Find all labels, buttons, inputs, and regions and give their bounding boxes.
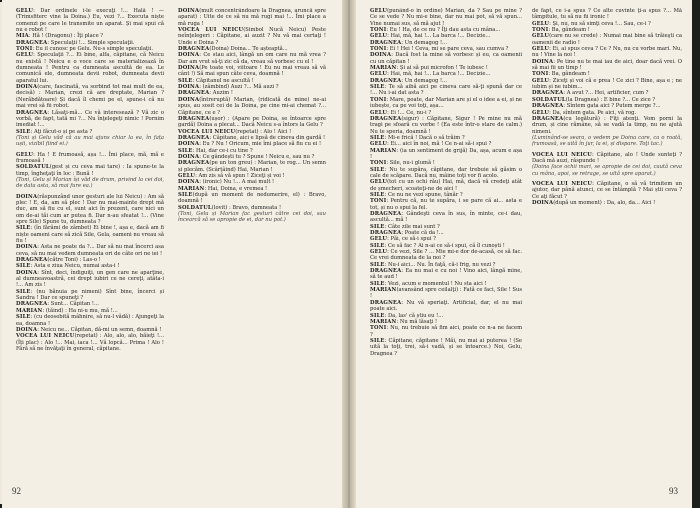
speaker-name: TONI — [16, 46, 33, 53]
line-text: : Te să aibă aici pe cineva care să-ţi spună dar ce !... Nu i-ai dat asta ? — [370, 84, 522, 97]
dialogue-line — [16, 8, 164, 33]
speaker-name: DOINA — [16, 244, 38, 251]
line-text: (care nu se crede) : Numai mai bine să trăieşti ca oamenii de radio ! — [532, 33, 682, 46]
line-text: : Ei !... Ce, nu-i ? — [387, 109, 432, 116]
line-text: : Sînt, deci, îndiguiţi, un gen care ne aparţine, al dumneavoastră, cei drept iubiri ce ne cereţi, atâta-i !... Am zis ! — [16, 269, 164, 289]
line-text: : Ha ! E frumoasă, așa !... Îmi place, mă, mă e frumoasă ! — [16, 151, 164, 164]
speaker-name: SILE — [178, 191, 193, 198]
dialogue-line — [16, 333, 164, 352]
speaker-name: DRAGNEA — [370, 268, 402, 275]
line-text: : Neicu ne... Căpitan, dă-mi un semn, doamnă ! — [37, 326, 162, 333]
line-text: (Luminând-se seara, o vedem pe Doina care, ca o roată, frumoasă, se uită în jur, la ei, și dispare. Toţi tac.) — [532, 134, 682, 148]
line-text: (pe un ton greu) : Marian, te rog... Un semn și plecăm. (Scârțâind) Hai, Marian ! — [178, 160, 326, 173]
line-text: : Ce nu ne vezi spune, tânăr ? — [384, 191, 463, 198]
speaker-name: DOINA — [16, 269, 38, 276]
right-column-2 — [532, 8, 682, 476]
line-text: (mult concentrândoare la Dragnea, aruncă spre aparat) : Uite de ce să nu mă rugi mai !... Îmi place a mă ruga ! — [178, 8, 326, 27]
speaker-name: GELU — [370, 8, 388, 14]
speaker-name: DRAGNEA — [370, 115, 402, 122]
dialogue-line — [16, 244, 164, 257]
speaker-name: DRAGNEA — [532, 115, 564, 122]
speaker-name: SILE — [16, 314, 31, 321]
speaker-name: DOINA — [16, 326, 38, 333]
dialogue-line — [370, 249, 522, 262]
dialogue-line — [178, 52, 326, 65]
speaker-name: DRAGNEA — [16, 109, 48, 116]
line-text: : Nu-i aici... Nu. În faţă, că-i frig, nu vezi ? — [384, 261, 496, 268]
speaker-name: DRAGNEA — [370, 39, 402, 46]
speaker-name: GELU — [370, 141, 388, 148]
dialogue-line — [370, 287, 522, 300]
speaker-name: SILE — [370, 191, 385, 198]
speaker-name: DRAGNEA — [532, 90, 564, 97]
left-page — [2, 0, 342, 508]
speaker-name: TONI — [370, 27, 387, 34]
dialogue-line — [16, 52, 164, 84]
line-text: (Toni, Gelu și Marian fac gesturi către cei doi, sau încearcă să se apropie de ei, dar nu pot.) — [178, 211, 326, 224]
speaker-name: SILE — [178, 77, 193, 84]
line-text: : Căpitanul ne ascultă ! — [192, 77, 254, 84]
line-text: : Nu te supăra, căpitane, dar trebuie să găsim o cale de scăpare. Dacă nu, mâine toţi vor fi acolo. — [370, 166, 522, 179]
dialogue-line — [16, 289, 164, 302]
speaker-name: GELU — [178, 172, 196, 179]
speaker-name: DOINA — [178, 179, 200, 186]
line-text: : Aţi făcut-o și pe asta ? — [30, 128, 93, 135]
speaker-name: SILE — [16, 288, 31, 295]
line-text: (răspunzând unor gesturi ale lui Neicu) : Am să plec ! E, da, am să plec ! Dar nu mai-mainte drept mă duc, am să fiu cu el, sunt aici în prezent, care nici un om de-ai tăi cum ar putea fi. Dar n-au sfeatat !... (Vine spre Sile) Spune tu, dumneata ? — [16, 193, 164, 225]
line-text: (repetat) : Alo, alo, alo, băieţi !... (Îți plac) : Alo !... Mai, iaca !... Vă lopcă... Prima ! Alo ! Fără să ne învăţaţi în general, căpitane. — [16, 333, 164, 352]
dialogue-line — [370, 198, 522, 211]
stage-direction — [16, 135, 164, 148]
line-text: : Poate că da !... — [401, 230, 444, 237]
speaker-name: DRAGNEA — [16, 301, 48, 308]
line-text: (ușor) : (Apare pe Doina, se întoarce spre gardă) Doina a plecat... Dacă Neicu s-a întors la Gelu ? — [178, 115, 326, 129]
speaker-name: DRAGNEA — [370, 230, 402, 237]
line-text: : Eu ? Nu ! Oricum, mie îmi place să fiu cu ei ! — [199, 141, 322, 148]
line-text: : Pentru că, nu te supăra, i se pare că ai... asta e tot, și nu o spui la fel. — [370, 198, 522, 211]
dialogue-line — [532, 116, 682, 135]
speaker-name: SILE — [16, 263, 31, 270]
dialogue-line — [178, 192, 326, 205]
line-text: (întreruptă) Marian, (ridicată de mine) ne-ai spus, au sosit cei de la Doina, pe cine mi-ai chemat ?... Căpitane, ce e ? — [178, 96, 326, 116]
dialogue-line — [370, 8, 522, 27]
speaker-name: VOCEA LUI NEICU — [16, 333, 75, 340]
line-text: : Căpitane, căpitane ! Măi, nu mai ai puterea ! (Se uită la toţi, trei, să-i vadă, și se întoarce.) Noi, Gelu, Dragnea ? — [370, 337, 522, 357]
dialogue-line — [370, 97, 522, 110]
speaker-name: GELU — [532, 33, 550, 40]
line-text: : Dar ordinele i-le execuţi !... Hală ! — (Trimsfiterc vine la Doina.) Eu, vezi ?... Executa niște comenzi pe care le transmite un aparat. Și mai spui că nu e robot ! — [16, 8, 164, 34]
line-text: : Ba, gândeam ! — [548, 27, 590, 34]
speaker-name: SILE — [178, 147, 193, 154]
speaker-name: DRAGNEA — [370, 211, 402, 217]
dialogue-line — [16, 152, 164, 165]
dialogue-line — [370, 268, 522, 281]
speaker-name: SILE — [370, 242, 385, 249]
line-text: : Sile, nu-i glumă ! — [386, 160, 435, 167]
speaker-name: DOINA — [178, 153, 200, 160]
line-text: (Pe toate voi, viitoare ! Eu nu mai vreau să vă cânt !) Să mai spun câte ceva, doamnă ! — [178, 65, 326, 78]
dialogue-line — [178, 8, 326, 27]
line-text: : Ei, ai spus ceva ? Ce ? Nu, nu cu vorbe mari. Nu, nu ! Vine la noi ! — [532, 46, 682, 59]
dialogue-line — [370, 84, 522, 97]
line-text: : Și ai să pui microfon ! Te iubesc ! — [396, 65, 488, 72]
line-text: : Căpitane, o să vă trimitem un ajutor, dar până atunci, ce se întâmplă ? Mai știi ceva ? Ce aţi făcut ? — [532, 180, 682, 200]
speaker-name: DOINA — [370, 52, 392, 59]
dialogue-line — [16, 84, 164, 109]
line-text: : Ei... aici în noi, mă ! Ce n-ai să-i spui ? — [387, 141, 492, 148]
speaker-name: DRAGNEA — [370, 299, 402, 306]
line-text: de fapt, ce i-a spus ? Ce alte cuvinte ţi-a spus ?... Mă tâmpitule, tu să nu fii ironic ! — [532, 8, 682, 21]
line-text: (după un moment) : Da, alo, da... Aici ! — [553, 199, 656, 206]
speaker-name: DRAGNEA — [178, 115, 210, 122]
line-text: : A avut ?... Hei, artificier, cum ? — [563, 90, 649, 97]
dialogue-line — [370, 338, 522, 357]
speaker-name: SILE — [370, 280, 385, 287]
dialogue-line — [532, 181, 682, 200]
dialogue-line — [16, 270, 164, 289]
line-text: : (zâmbind) Auzi ?... Mă auzi ? — [199, 84, 279, 91]
line-text: (cu legătură) : Fiţi atenţi. Vom porni la drum, și cine rămâne, să se vadă la timp, nu ne ajută nimeni. — [532, 115, 682, 135]
speaker-name: GELU — [370, 236, 388, 243]
speaker-name: SILE — [16, 128, 31, 135]
speaker-name: GELU — [370, 71, 388, 78]
line-text: : Ei ! Hei ! Ceva, mi se pare ceva, sau cumva ? — [386, 46, 509, 53]
speaker-name: GELU — [16, 52, 34, 59]
dialogue-line — [178, 116, 326, 129]
line-text: : Căpitane, alo ! Unde sunteţi ? Dacă mă auzi, răspunde ! — [532, 151, 682, 164]
speaker-name: SILE — [370, 166, 385, 173]
speaker-name: DOINA — [16, 84, 38, 91]
speaker-name: DRAGNEA — [16, 39, 48, 46]
speaker-name: SOLDATUL — [16, 164, 50, 171]
line-text: (Doina) Doina... Te așteaptă... — [209, 46, 288, 53]
speaker-name: TONI — [532, 27, 549, 34]
line-text: : Asta e ziua Neicu, numai asta-i ! — [30, 263, 120, 270]
right-edge — [692, 0, 700, 508]
stage-direction — [178, 211, 326, 224]
line-text: : Sunt... Căpitan !... — [47, 301, 99, 308]
line-text: (avansând spre ceilalţi) : Fată ce faci, Sile ! Sus ! — [370, 287, 522, 300]
dialogue-line — [532, 8, 682, 21]
speaker-name: SILE — [16, 225, 31, 232]
book-gutter — [342, 0, 356, 508]
dialogue-line — [16, 314, 164, 327]
line-text: : Ce vezi, Sile ? ... Mie mi-e dor de-acasă, ce să fac. Ce vrei dumneata de la noi ? — [370, 249, 522, 262]
speaker-name: DRAGNEA — [532, 103, 564, 110]
line-text: : Speculaţii ?... Ei bine, alfa, căpitane, că Neicu nu există ! Neicu e o voce care se materializează în dumneata ! Pentru ca dumneata ascultă de ea. Le comunică ele, dumneata devii robot, dumneata devii aparatul lui. — [16, 52, 164, 84]
line-text: (către Toni) : Las-o ! — [47, 257, 101, 264]
dialogue-line — [16, 194, 164, 226]
speaker-name: TONI — [370, 96, 387, 103]
speaker-name: MARIAN — [370, 147, 397, 154]
line-text: (sigur) : Căpitane, Sigur ! Pe mine nu mă tragi pe sfoară cu vorbe ! (Ea este într-o stare de calm.) Nu te speria, doamnă ! — [370, 115, 522, 135]
dialogue-line — [370, 116, 522, 135]
line-text: : (cu deosebită mâhnire, să nu-l vădă) : Ajungeţi la ea, doamna ! — [16, 314, 164, 327]
right-page — [356, 0, 692, 508]
line-text: (lovit) : Bravo, dumneata ! — [211, 204, 282, 211]
line-text: (tot cu un ochi rău) Hai, mă, dacă vă credeţi atât de șmecheri, scoateţi-ne de aici ! — [370, 179, 522, 192]
line-text: : Sîntem gata aici ? Putem merge ?... — [563, 103, 661, 110]
line-text: : Lăsaţi-mă... Ce vă interesează ? Vă zic o vorbă, de fapt, tată mi ?... Nu înţelegeţi nimic ! Pornim imediat !... — [16, 109, 164, 129]
line-text: : (ironic) Nu !... A mai mult ! — [199, 179, 275, 186]
speaker-name: SOLDATUL — [532, 96, 566, 103]
line-text: : Hai, mă, hai !... La barca !... Decizie... — [387, 71, 491, 78]
speaker-name: VOCEA LUI NEICU — [178, 128, 236, 135]
line-text: : Pe tine nu te mai iau de aici, doar dacă vrei. O să mai fii un timp ! — [532, 58, 682, 72]
speaker-name: GELU — [532, 46, 550, 53]
page-number-right: 93 — [669, 486, 678, 496]
dialogue-line — [532, 33, 682, 46]
dialogue-line — [370, 300, 522, 313]
speaker-name: TONI — [370, 46, 387, 53]
line-text: : Am zis să vă spun ! Ziceţi și voi ! — [195, 172, 285, 179]
dialogue-line — [370, 211, 522, 224]
speaker-name: GELU — [370, 249, 388, 256]
line-text: : Mare, poate, dar Marian are și el o idee a ei, și ne iubește, ca pe voi toţi, așa... — [370, 96, 522, 110]
line-text: : Hă ! (Dragonu) : Îţi place ? — [28, 33, 104, 40]
speaker-name: VOCEA LUI NEICU — [178, 27, 244, 34]
stage-direction — [532, 164, 682, 177]
line-text: : Da, sîntem gata. Pe aici, vă rog. — [549, 109, 637, 116]
line-text: (care, fascinată, va sorbind tot mai mult de ea, decisă) : Marian, crezi că are dreptate, Marian ? (Nerăbdătoare) Și dacă îl chemi pe el, spune-i că nu mai vrei să fii robot. — [16, 84, 164, 110]
speaker-name: GELU — [16, 151, 34, 158]
dialogue-line — [370, 325, 522, 338]
line-text: : Hai, mă, hai !... La barca !... Decizie... — [387, 33, 491, 40]
line-text: (Doina face ochii mari, se apropie de cei doi, caută ceva cu mâna, apoi, se retrage, se uită spre aparat.) — [532, 164, 682, 177]
line-text: : Gândeşti ceva în sus, în minte, ce-i dau, ascultă... mă ! — [370, 211, 522, 224]
speaker-name: DRAGNEA — [178, 46, 210, 53]
speaker-name: SOLDATUL — [178, 204, 212, 211]
speaker-name: DOINA — [178, 8, 200, 14]
line-text: : Ce să fac ? Ai n-ai ce să-i spui, că îl cunoști ! — [384, 242, 505, 249]
dialogue-line — [532, 78, 682, 91]
speaker-name: DOINA — [178, 84, 200, 91]
line-text: (Toni, Gelu și Marian își văd de drum, privind la cei doi, de data asta, să mai fure ea.) — [16, 176, 164, 190]
line-text: : Ce gândești tu ? Spune ! Neicu e, sau nu ? — [199, 153, 315, 160]
line-text: : Ea nu mai e cu noi ! Vino aici, lângă mine, să te aud ! — [370, 268, 522, 281]
speaker-name: MIA — [16, 33, 29, 40]
speaker-name: DOINA — [178, 141, 200, 148]
line-text: : Speculaţii !... Simple speculaţii. — [47, 39, 135, 46]
line-text: : Ce stau aici, lângă un om care nu mă vrea ? Dar am vrut să-ţi zic că da, vreau să vorbesc cu el ! — [178, 52, 326, 65]
line-text: : Dacă fost la mine să vorbesc și eu, ca oamenii cu un căpitan ! — [370, 52, 522, 65]
line-text: (Toni și Gelu văd că au mai ajuns chiar la ea, în fața ușii, vizibil fiind ei.) — [16, 134, 164, 148]
left-column-1 — [16, 8, 164, 476]
speaker-name: DOINA — [532, 58, 554, 65]
dialogue-line — [370, 179, 522, 192]
speaker-name: TONI — [370, 198, 387, 205]
speaker-name: SILE — [370, 312, 385, 319]
line-text: : Asta ne poate da ?... Dar să nu mai încerci asa ceva, să nu mai vedem dumneata ori de câte ori ne iei ! — [16, 244, 164, 257]
speaker-name: MARIAN — [370, 318, 397, 325]
line-text: : Da, las' că știu eu !... — [384, 312, 444, 319]
line-text: : (ia un sentiment de grijă) Da, așa, acum e așa ! — [370, 147, 522, 160]
speaker-name: VOCEA LUI NEICU — [532, 180, 593, 187]
line-text: (la Dragnea) : E bine ?... Ce zice ? — [565, 96, 656, 103]
line-text: : Câte zile mai sunt ? — [384, 223, 440, 230]
speaker-name: TONI — [370, 160, 387, 167]
paragraph-gap — [178, 224, 326, 228]
dialogue-line — [532, 200, 682, 206]
speaker-name: SILE — [370, 223, 385, 230]
speaker-name: VOCEA LUI NEICU — [532, 151, 592, 158]
dialogue-line — [178, 65, 326, 78]
dialogue-line — [370, 167, 522, 180]
line-text: (punând-o în ordine) Marian, da ? Sau pe mine ? Ce se vede ? Nu mi-e bine, dar nu mai pot, să vă spun... Vine numai sus, să mă ajut ! — [370, 8, 522, 27]
line-text: (după un moment de nedumerire, el) : Bravo, doamnă ! — [178, 191, 326, 205]
speaker-name: DRAGNEA — [16, 257, 48, 264]
left-column-2 — [178, 8, 326, 476]
speaker-name: TONI — [532, 71, 549, 78]
speaker-name: MARIAN — [370, 287, 397, 294]
line-text: (Simbol Nucă Neicu) Peste neînţelegeri : Căpitane, ai auzit ? Nu vă mai certaţi ! Unde e Doina ? — [178, 27, 326, 46]
speaker-name: DOINA — [178, 96, 200, 103]
speaker-name: GELU — [532, 20, 550, 27]
dialogue-line — [178, 27, 326, 46]
speaker-name: DOINA — [16, 193, 38, 200]
line-text: : Auzim ! — [209, 90, 233, 97]
speaker-name: DRAGNEA — [370, 77, 402, 84]
page-number-left: 92 — [12, 486, 21, 496]
speaker-name: DRAGNEA — [178, 134, 210, 141]
line-text: : Hai, Doina, e vremea ! — [204, 185, 268, 192]
line-text: (repetat) : Alo ! Aici ! — [235, 128, 292, 135]
speaker-name: DRAGNEA — [178, 90, 210, 97]
line-text: : Eu ! Ha, de ce nu ? Îţi dau asta cu mâna... — [386, 27, 501, 34]
line-text: (gest și cu ceva mai tare) : Ia spune-te la timp, îngheţaţi în loc : Bună ! — [16, 164, 164, 177]
speaker-name: GELU — [16, 8, 34, 14]
line-text: : (nu bănuia pe nimeni) Sînt bine, încerci și Sandra ! Dar ce spuneţi ? — [16, 288, 164, 302]
speaker-name: DOINA — [178, 65, 200, 72]
speaker-name: GELU — [532, 109, 550, 116]
line-text: : Căpitane, aici e lipsă de cineva din gardă ! — [209, 134, 326, 141]
line-text: : (în fărâmi de zâmbet) Ei bine !, așa e, dacă am fi niște oameni care să zică Sile, Gela, oameni nu vreau să fiu ! — [16, 225, 164, 245]
line-text: : Mi-e frică ! Dacă o să trăim ? — [384, 134, 465, 141]
speaker-name: GELU — [370, 33, 388, 40]
right-column-1 — [370, 8, 522, 476]
line-text: : Ba, gândeam ! — [548, 71, 590, 78]
speaker-name: SILE — [370, 84, 385, 91]
dialogue-line — [178, 97, 326, 116]
line-text: : Ziceţi și voi că e prea ! Ce zici ? Bine, așa e ; ne iubim și ne iubim... — [532, 77, 682, 91]
dialogue-line — [370, 52, 522, 65]
line-text: : Hai, dar ce-i cu tine ? — [192, 147, 253, 154]
line-text: : Nu vă speriaţi. Artificial, dar, el nu mai poate aici. — [370, 299, 522, 313]
stage-direction — [532, 135, 682, 148]
speaker-name: DRAGNEA — [178, 160, 210, 167]
speaker-name: SILE — [370, 134, 385, 141]
speaker-name: MARIAN — [178, 185, 205, 192]
dialogue-line — [532, 152, 682, 165]
dialogue-line — [532, 46, 682, 59]
speaker-name: GELU — [370, 179, 388, 186]
speaker-name: SILE — [370, 261, 385, 268]
speaker-name: TONI — [370, 325, 387, 332]
dialogue-line — [16, 225, 164, 244]
speaker-name: MARIAN — [16, 307, 43, 314]
line-text: : Păi, ce să-i spui ? — [387, 236, 436, 243]
dialogue-line — [16, 110, 164, 129]
dialogue-line — [16, 164, 164, 177]
dialogue-line — [178, 160, 326, 173]
line-text: : Un demagog !... — [401, 77, 447, 84]
line-text: : Eu il cunosc pe Gelu. Nu-s simple speculaţii. — [32, 46, 153, 53]
line-text: : Și, nu, nu să simţi ceva !... Sau, ce-i ? — [549, 20, 651, 27]
speaker-name: MARIAN — [370, 65, 397, 72]
line-text: : Vezi, acum e momentul ! Nu sta aici ! — [384, 280, 487, 287]
line-text: : Nu mă lăsaţi ! — [396, 318, 438, 325]
line-text: : Nu, nu trebuie să fim aici, poate ce n-a ne facem ? — [370, 325, 522, 338]
line-text: : (tăind) : Ha ni-u mu, mă !... — [42, 307, 118, 314]
speaker-name: DOINA — [178, 52, 200, 59]
line-text: : Un demagog !... — [401, 39, 447, 46]
dialogue-line — [370, 148, 522, 161]
dialogue-line — [532, 59, 682, 72]
speaker-name: GELU — [532, 77, 550, 84]
speaker-name: GELU — [370, 109, 388, 116]
speaker-name: SILE — [370, 337, 385, 344]
speaker-name: DOINA — [532, 199, 554, 206]
stage-direction — [16, 177, 164, 190]
